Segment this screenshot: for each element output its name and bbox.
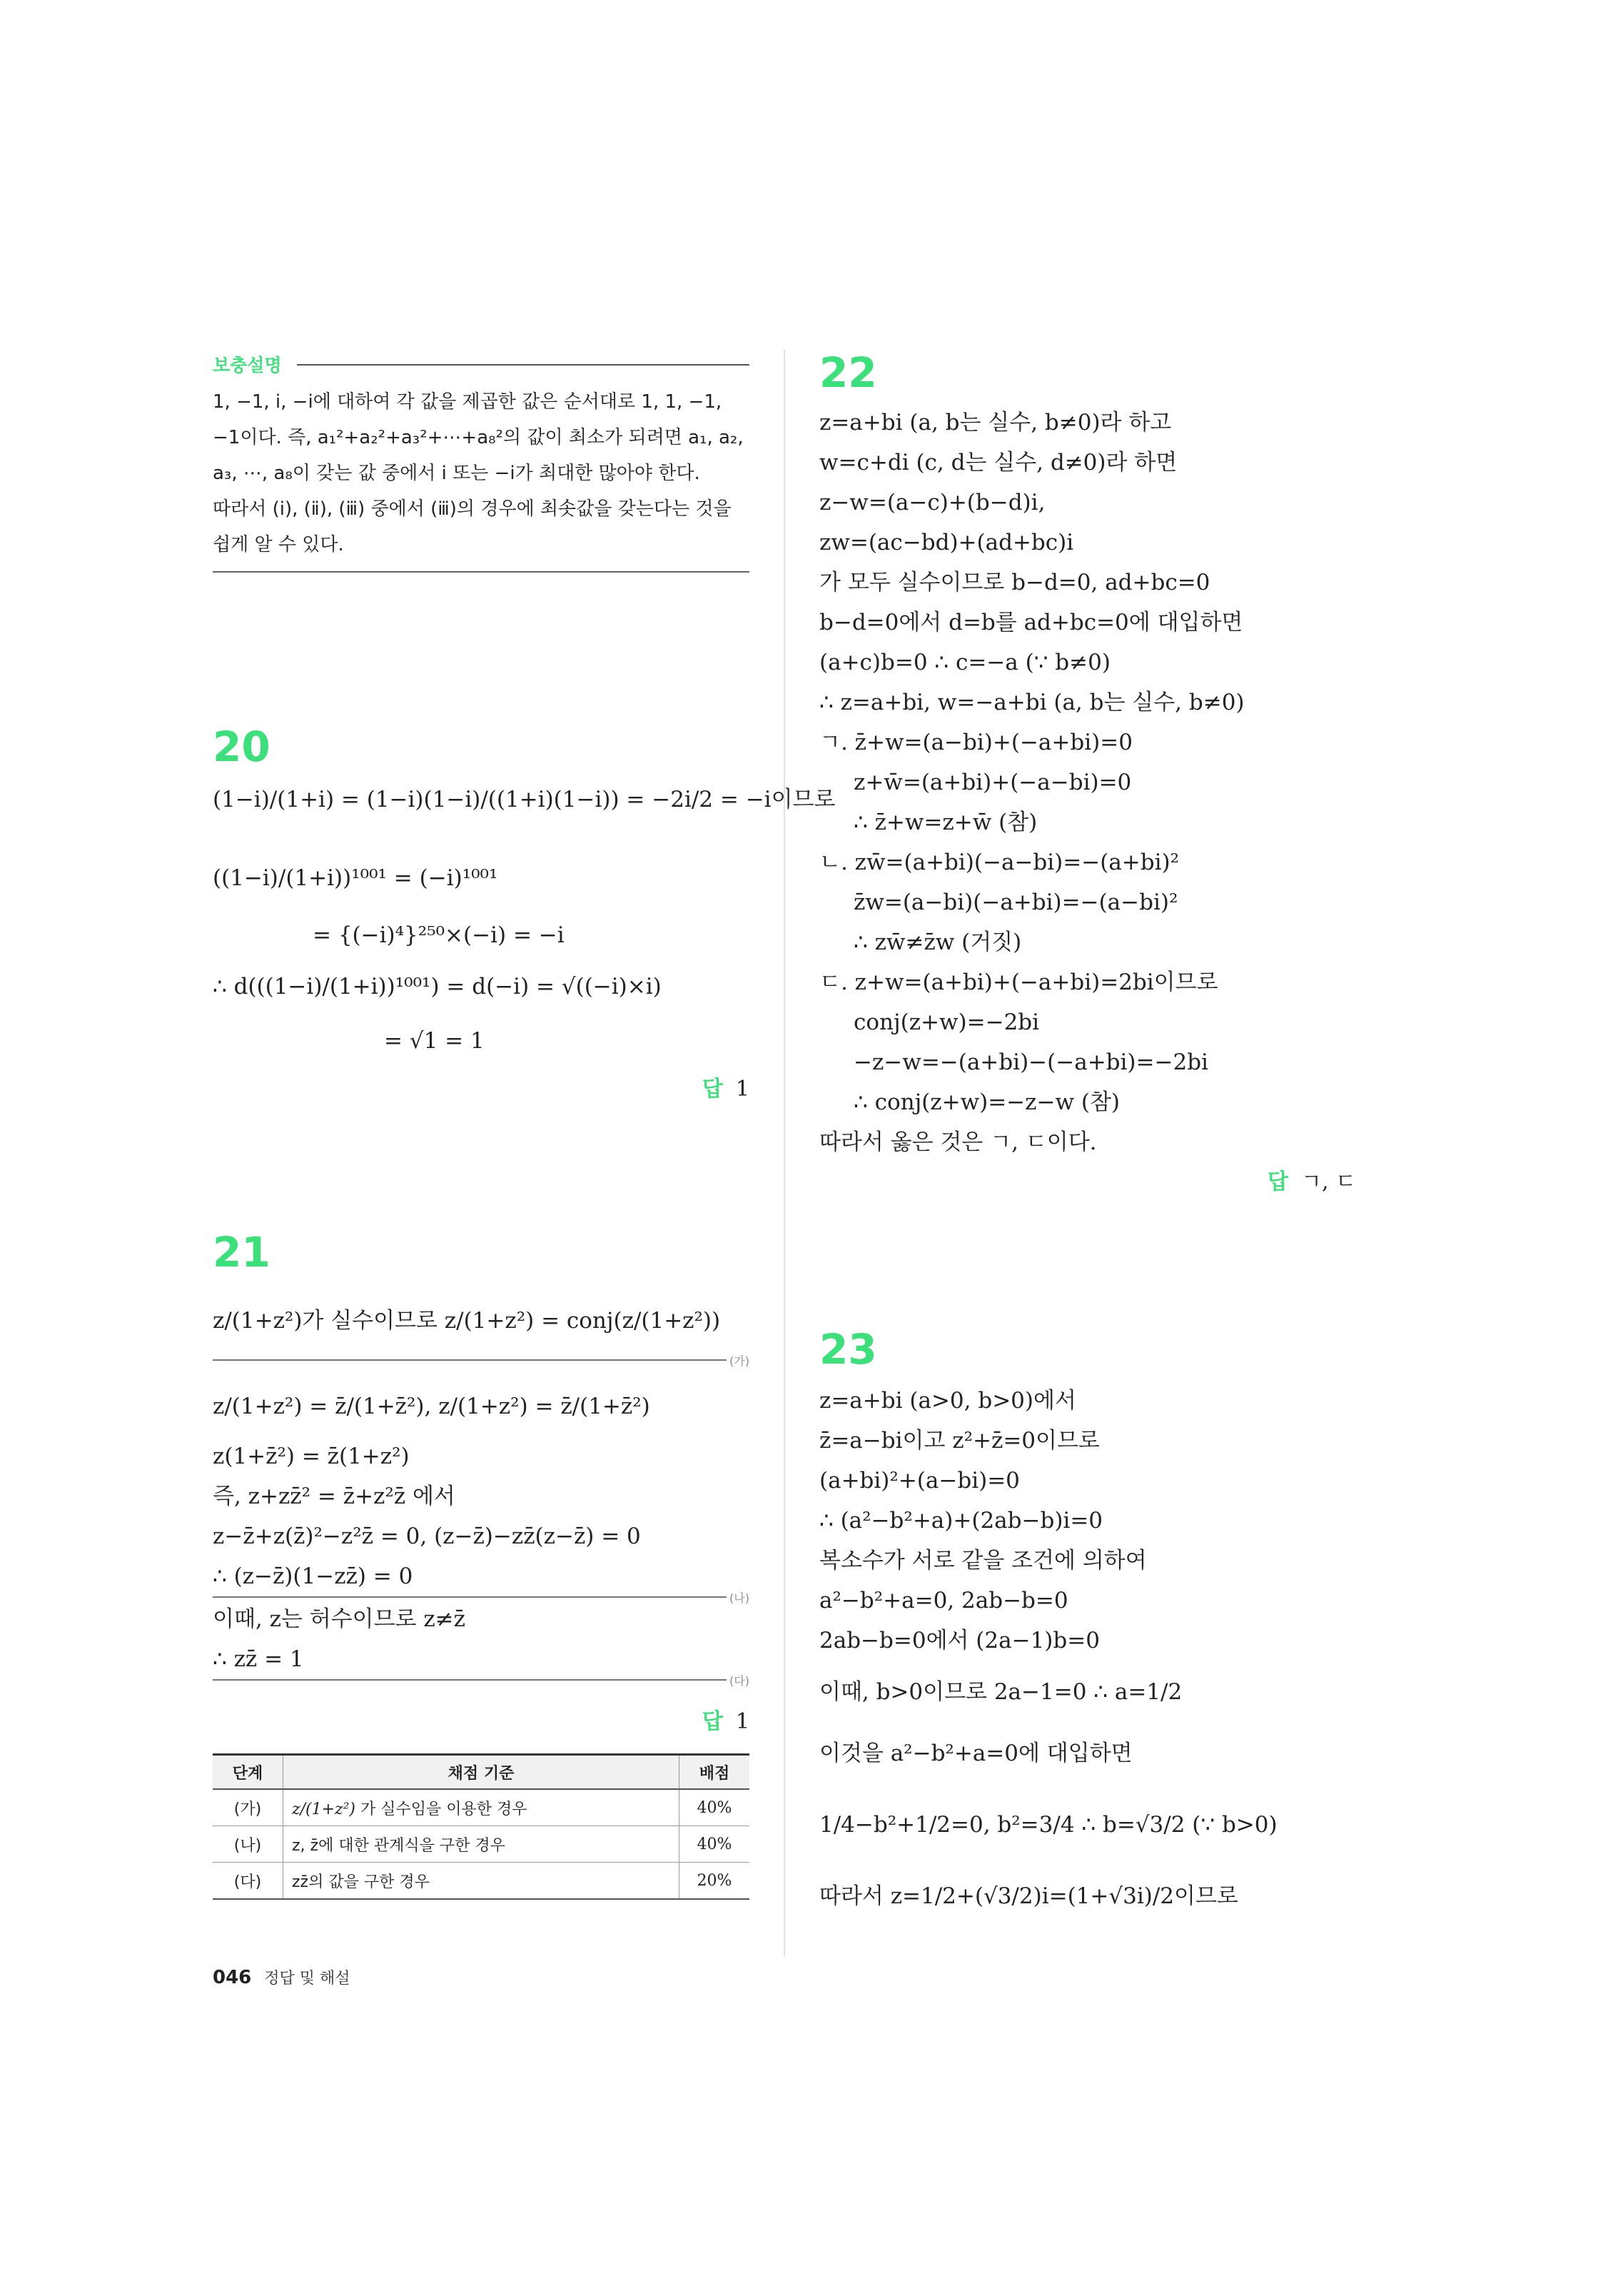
p23-line-8: 이때, b>0이므로 2a−1=0 ∴ a=1/2 [819, 1679, 1183, 1705]
page-number: 046 [213, 1967, 252, 1988]
p23-line-6: a²−b²+a=0, 2ab−b=0 [819, 1588, 1068, 1613]
p20-answer [702, 1071, 749, 1102]
p22-line-1: z=a+bi (a, b는 실수, b≠0)라 하고 [819, 410, 1172, 435]
p22-line-4: zw=(ac−bd)+(ad+bc)i [819, 530, 1074, 555]
answer-label: 답 [1268, 1169, 1288, 1194]
answer-value: ㄱ, ㄷ [1300, 1169, 1357, 1194]
criterion-text: 가 실수임을 이용한 경우 [360, 1800, 527, 1818]
p23-line-5: 복소수가 서로 같을 조건에 의하여 [819, 1548, 1147, 1574]
table-cell-step: (가) [213, 1789, 283, 1826]
supplement-line-2: −1이다. 즉, a₁²+a₂²+a₃²+⋯+a₈²의 값이 최소가 되려면 a₁, a₂, [213, 427, 744, 448]
answer-value: 1 [735, 1709, 749, 1734]
p22-line-19: 따라서 옳은 것은 ㄱ, ㄷ이다. [819, 1129, 1097, 1155]
p20-line-2: ((1−i)/(1+i))¹⁰⁰¹ = (−i)¹⁰⁰¹ [213, 865, 498, 891]
column-divider [784, 350, 785, 1956]
supplement-line-1: 1, −1, i, −i에 대하여 각 값을 제곱한 값은 순서대로 1, 1, −1, [213, 391, 722, 413]
p23-line-2: z̄=a−bi이고 z²+z̄=0이므로 [819, 1428, 1100, 1454]
supplement-title: 보충설명 [213, 355, 282, 376]
p20-line-3: = {(−i)⁴}²⁵⁰×(−i) = −i [313, 922, 565, 948]
p20-line-4: ∴ d(((1−i)/(1+i))¹⁰⁰¹) = d(−i) = √((−i)×i) [213, 974, 662, 1000]
p23-line-1: z=a+bi (a>0, b>0)에서 [819, 1388, 1076, 1414]
table-cell-criterion: z, z̄에 대한 관계식을 구한 경우 [283, 1826, 679, 1863]
page-footer [213, 1966, 350, 1988]
p22-line-5: 가 모두 실수이므로 b−d=0, ad+bc=0 [819, 570, 1210, 595]
p22-line-2: w=c+di (c, d는 실수, d≠0)라 하면 [819, 450, 1178, 475]
p22-line-11: ∴ z̄+w=z+w̄ (참) [854, 810, 1038, 835]
p22-line-13: z̄w=(a−bi)(−a+bi)=−(a−bi)² [854, 890, 1178, 915]
supplement-rule [297, 364, 749, 366]
table-row [213, 1863, 749, 1900]
problem-21-number: 21 [213, 1228, 270, 1277]
p21-line-4: 즉, z+zz̄² = z̄+z²z̄ 에서 [213, 1484, 455, 1509]
p23-line-9: 이것을 a²−b²+a=0에 대입하면 [819, 1741, 1133, 1766]
supplement-line-3: a₃, ⋯, a₈이 갖는 값 중에서 i 또는 −i가 최대한 많아야 한다. [213, 463, 700, 484]
p21-step-rule-1 [213, 1359, 727, 1361]
supplement-line-5: 쉽게 알 수 있다. [213, 534, 344, 555]
table-cell-points: 40% [679, 1826, 750, 1863]
supplement-line-4: 따라서 (ⅰ), (ⅱ), (ⅲ) 중에서 (ⅲ)의 경우에 최솟값을 갖는다는 것을 [213, 498, 732, 520]
p22-line-16: conj(z+w)=−2bi [854, 1009, 1040, 1035]
p23-line-4: ∴ (a²−b²+a)+(2ab−b)i=0 [819, 1508, 1103, 1534]
p22-line-8: ∴ z=a+bi, w=−a+bi (a, b는 실수, b≠0) [819, 690, 1245, 715]
answer-value: 1 [735, 1077, 749, 1102]
p23-line-11: 따라서 z=1/2+(√3/2)i=(1+√3i)/2이므로 [819, 1883, 1238, 1909]
p21-line-5: z−z̄+z(z̄)²−z²z̄ = 0, (z−z̄)−zz̄(z−z̄) = 0 [213, 1524, 641, 1549]
table-cell-points: 40% [679, 1789, 750, 1826]
p22-line-9: ㄱ. z̄+w=(a−bi)+(−a+bi)=0 [819, 730, 1133, 755]
p22-line-14: ∴ zw̄≠z̄w (거짓) [854, 930, 1022, 955]
problem-20-number: 20 [213, 722, 270, 771]
p23-line-10: 1/4−b²+1/2=0, b²=3/4 ∴ b=√3/2 (∵ b>0) [819, 1812, 1278, 1838]
table-cell-step: (나) [213, 1826, 283, 1863]
answer-label: 답 [702, 1077, 723, 1102]
table-row [213, 1789, 749, 1826]
p20-line-5: = √1 = 1 [384, 1028, 485, 1054]
p22-line-15: ㄷ. z+w=(a+bi)+(−a+bi)=2bi이므로 [819, 970, 1218, 995]
table-header-criterion: 채점 기준 [283, 1755, 679, 1790]
p21-mark-da: (다) [729, 1674, 749, 1688]
table-cell-points: 20% [679, 1863, 750, 1900]
p22-line-3: z−w=(a−c)+(b−d)i, [819, 490, 1046, 515]
table-cell-step: (다) [213, 1863, 283, 1900]
p20-line-1: (1−i)/(1+i) = (1−i)(1−i)/((1+i)(1−i)) = −2i/2 = −i이므로 [213, 787, 836, 812]
grading-table [213, 1753, 749, 1900]
p21-step-rule-3 [213, 1679, 727, 1681]
p23-line-3: (a+bi)²+(a−bi)=0 [819, 1468, 1020, 1494]
criterion-expression: z/(1+z²) [292, 1800, 356, 1818]
problem-22-number: 22 [819, 348, 877, 397]
p22-answer [1268, 1164, 1356, 1195]
p21-answer [702, 1703, 749, 1735]
p22-line-7: (a+c)b=0 ∴ c=−a (∵ b≠0) [819, 650, 1111, 675]
table-header-step: 단계 [213, 1755, 283, 1790]
p21-step-rule-2 [213, 1596, 727, 1598]
answer-label: 답 [702, 1709, 723, 1734]
problem-23-number: 23 [819, 1325, 877, 1374]
table-cell-criterion [283, 1789, 679, 1826]
p21-line-7: 이때, z는 허수이므로 z≠z̄ [213, 1606, 465, 1632]
p21-mark-na: (나) [729, 1591, 749, 1605]
table-header-points: 배점 [679, 1755, 750, 1790]
p22-line-12: ㄴ. zw̄=(a+bi)(−a−bi)=−(a+bi)² [819, 850, 1180, 875]
p21-line-6: ∴ (z−z̄)(1−zz̄) = 0 [213, 1564, 413, 1589]
p21-line-8: ∴ zz̄ = 1 [213, 1646, 304, 1672]
p21-mark-ga: (가) [729, 1354, 749, 1368]
table-cell-criterion: zz̄의 값을 구한 경우 [283, 1863, 679, 1900]
footer-title: 정답 및 해설 [264, 1970, 350, 1988]
p21-line-1: z/(1+z²)가 실수이므로 z/(1+z²) = conj(z/(1+z²)) [213, 1308, 721, 1334]
p22-line-17: −z−w=−(a+bi)−(−a+bi)=−2bi [854, 1049, 1208, 1075]
p22-line-10: z+w̄=(a+bi)+(−a−bi)=0 [854, 770, 1132, 795]
p21-line-2: z/(1+z²) = z̄/(1+z̄²), z/(1+z²) = z̄/(1+z̄²) [213, 1394, 650, 1419]
p22-line-18: ∴ conj(z+w)=−z−w (참) [854, 1089, 1120, 1115]
p23-line-7: 2ab−b=0에서 (2a−1)b=0 [819, 1628, 1100, 1653]
supplement-bottom-rule [213, 571, 749, 573]
p22-line-6: b−d=0에서 d=b를 ad+bc=0에 대입하면 [819, 610, 1243, 635]
table-row [213, 1826, 749, 1863]
p21-line-3: z(1+z̄²) = z̄(1+z²) [213, 1444, 410, 1469]
